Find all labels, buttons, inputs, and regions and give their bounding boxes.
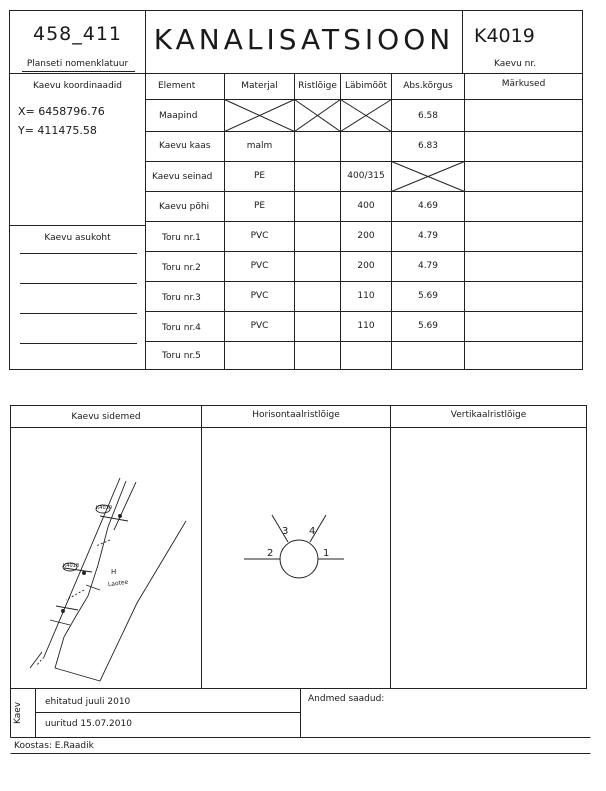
row-elevation: 4.79 [417,231,439,241]
row-material: PE [253,201,266,211]
connections-heading: Kaevu sidemed [71,412,141,422]
row-material: malm [246,141,273,151]
row-element: Kaevu seinad [152,172,213,182]
pipe-label-1: 1 [323,548,330,559]
row-element: Toru nr.1 [162,233,201,243]
row-elevation: 4.69 [417,201,439,211]
well-id: K4019 [474,25,535,47]
column-header-elevation: Abs.kõrgus [403,81,453,91]
coordinate-x: X= 6458796.76 [18,105,105,118]
row-diameter: 200 [357,231,375,241]
row-element: Toru nr.3 [162,293,201,303]
built-date: ehitatud juuli 2010 [45,697,131,707]
row-elevation: 6.58 [417,111,439,121]
sheet-caption: Planseti nomenklatuur [26,59,129,69]
row-material: PVC [250,261,269,271]
column-header-remarks: Märkused [501,79,546,89]
plan-street-name: Laotee [107,578,129,589]
column-header-diameter: Läbimõõt [344,81,388,91]
row-diameter: 200 [357,261,375,271]
row-material: PVC [250,291,269,301]
column-header-material: Materjal [241,81,278,91]
plan-street-letter: H [111,568,117,576]
row-diameter: 110 [357,291,375,301]
column-header-cross-section: Ristlõige [298,81,337,91]
sheet-code: 458_411 [32,23,123,45]
row-diameter: 400/315 [347,171,385,181]
pipe-label-2: 2 [267,548,274,559]
coordinates-heading: Kaevu koordinaadid [32,81,122,91]
row-elevation: 6.83 [417,141,439,151]
pipe-label-4: 4 [309,526,316,537]
page-title: KANALISATSIOON [153,23,455,56]
row-diameter: 400 [357,201,375,211]
row-element: Toru nr.2 [162,263,201,273]
location-heading: Kaevu asukoht [44,233,111,243]
row-element: Kaevu põhi [159,202,210,212]
row-element: Toru nr.4 [162,323,201,333]
row-elevation: 5.69 [417,321,439,331]
row-material: PVC [250,321,269,331]
row-elevation: 5.69 [417,291,439,301]
row-diameter: 110 [357,321,375,331]
row-element: Maapind [159,111,198,121]
plan-well-label: K4018 [63,563,80,569]
row-material: PE [253,171,266,181]
row-element: Toru nr.5 [162,351,201,361]
row-elevation: 4.79 [417,261,439,271]
vertical-section-heading: Vertikaalristlõige [450,410,527,420]
compiled-by: Koostas: E.Raadik [14,741,94,751]
data-source-label: Andmed saadud: [308,694,385,704]
well-caption: Kaevu nr. [494,59,537,69]
row-element: Kaevu kaas [159,141,211,151]
pipe-label-3: 3 [282,526,289,537]
plan-well-label: K4019 [96,505,113,511]
column-header-element: Element [158,81,196,91]
horizontal-section-heading: Horisontaalristlõige [252,410,340,420]
surveyed-date: uuritud 15.07.2010 [45,719,132,729]
footer-side-label: Kaev [13,701,23,724]
row-material: PVC [250,231,269,241]
coordinate-y: Y= 411475.58 [18,124,97,137]
